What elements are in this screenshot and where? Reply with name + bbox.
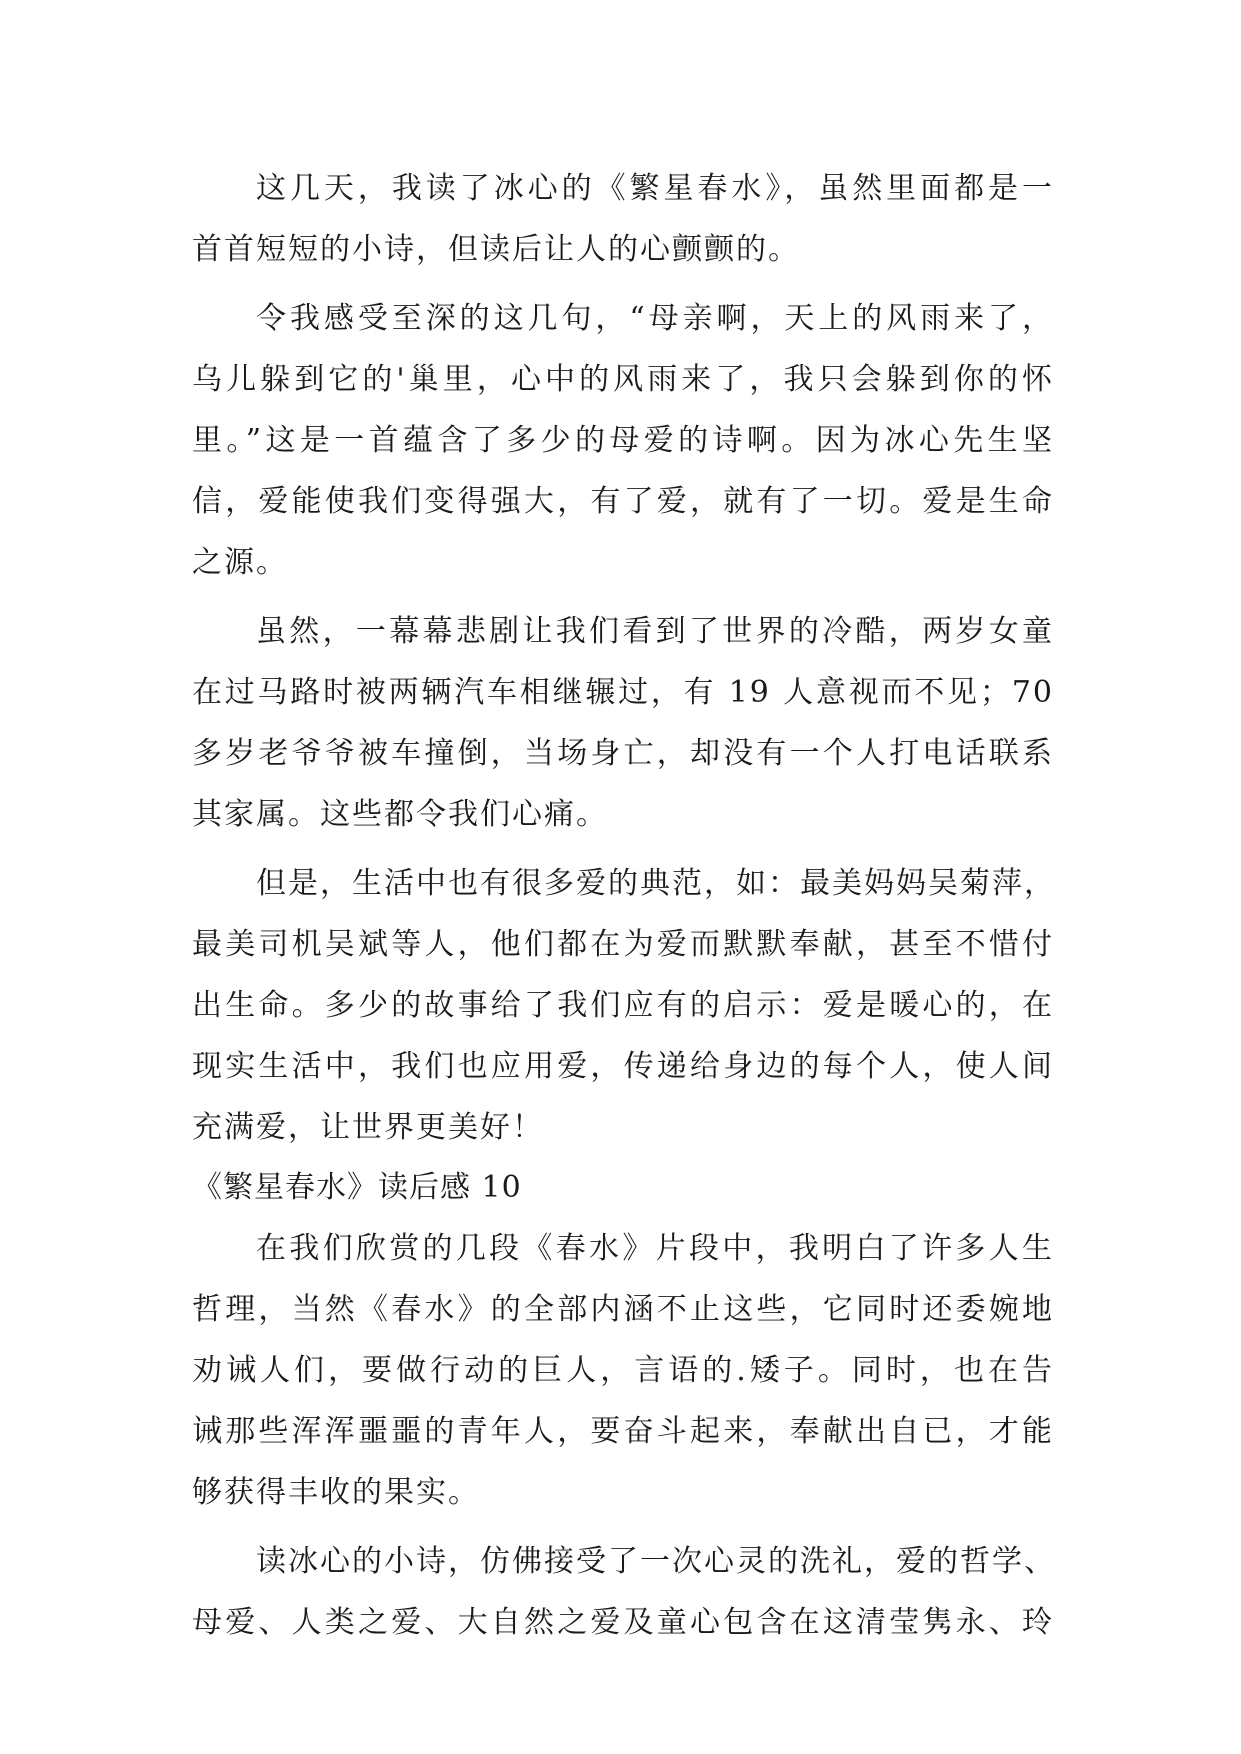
paragraph-1	[192, 158, 1054, 280]
paragraph-6	[192, 1531, 1054, 1653]
paragraph-line: 在过马路时被两辆汽车相继辗过，有 19 人意视而不见；70	[192, 675, 1054, 710]
paragraph-line: 在我们欣赏的几段《春水》片段中，我明白了许多人生	[256, 1231, 1054, 1266]
paragraph-3	[192, 601, 1054, 845]
paragraph-line: 但是，生活中也有很多爱的典范，如：最美妈妈吴菊萍，	[256, 866, 1056, 901]
paragraph-line: 多岁老爷爷被车撞倒，当场身亡，却没有一个人打电话联系	[192, 736, 1054, 771]
paragraph-line: 够获得丰收的果实。	[192, 1475, 480, 1510]
document-page	[192, 158, 1054, 1653]
paragraph-line: 这几天，我读了冰心的《繁星春水》，虽然里面都是一	[256, 171, 1054, 206]
paragraph-2	[192, 288, 1054, 593]
paragraph-line: 最美司机吴斌等人，他们都在为爱而默默奉献，甚至不惜付	[192, 927, 1054, 962]
paragraph-line: 乌儿躲到它的'巢里，心中的风雨来了，我只会躲到你的怀	[192, 362, 1054, 397]
paragraph-line: 其家属。这些都令我们心痛。	[192, 797, 608, 832]
paragraph-line: 之源。	[192, 545, 288, 580]
paragraph-line: 令我感受至深的这几句，“母亲啊，天上的风雨来了，	[256, 301, 1054, 336]
paragraph-line: 首首短短的小诗，但读后让人的心颤颤的。	[192, 232, 800, 267]
paragraph-4	[192, 853, 1054, 1158]
paragraph-line: 母爱、人类之爱、大自然之爱及童心包含在这清莹隽永、玲	[192, 1605, 1054, 1640]
paragraph-line: 充满爱，让世界更美好！	[192, 1110, 544, 1145]
paragraph-line: 现实生活中，我们也应用爱，传递给身边的每个人，使人间	[192, 1049, 1054, 1084]
paragraph-line: 信，爱能使我们变得强大，有了爱，就有了一切。爱是生命	[192, 484, 1054, 519]
paragraph-line: 诫那些浑浑噩噩的青年人，要奋斗起来，奉献出自已，才能	[192, 1414, 1054, 1449]
paragraph-line: 虽然，一幕幕悲剧让我们看到了世界的冷酷，两岁女童	[256, 614, 1054, 649]
paragraph-line: 哲理，当然《春水》的全部内涵不止这些，它同时还委婉地	[192, 1292, 1054, 1327]
paragraph-line: 里。”这是一首蕴含了多少的母爱的诗啊。因为冰心先生坚	[192, 423, 1054, 458]
paragraph-line: 出生命。多少的故事给了我们应有的启示：爱是暖心的，在	[192, 988, 1054, 1023]
paragraph-5	[192, 1218, 1054, 1523]
paragraph-line: 劝诫人们，要做行动的巨人，言语的.矮子。同时，也在告	[192, 1353, 1054, 1388]
section-heading: 《繁星春水》读后感 10	[192, 1170, 522, 1205]
paragraph-line: 读冰心的小诗，仿佛接受了一次心灵的洗礼，爱的哲学、	[256, 1544, 1056, 1579]
